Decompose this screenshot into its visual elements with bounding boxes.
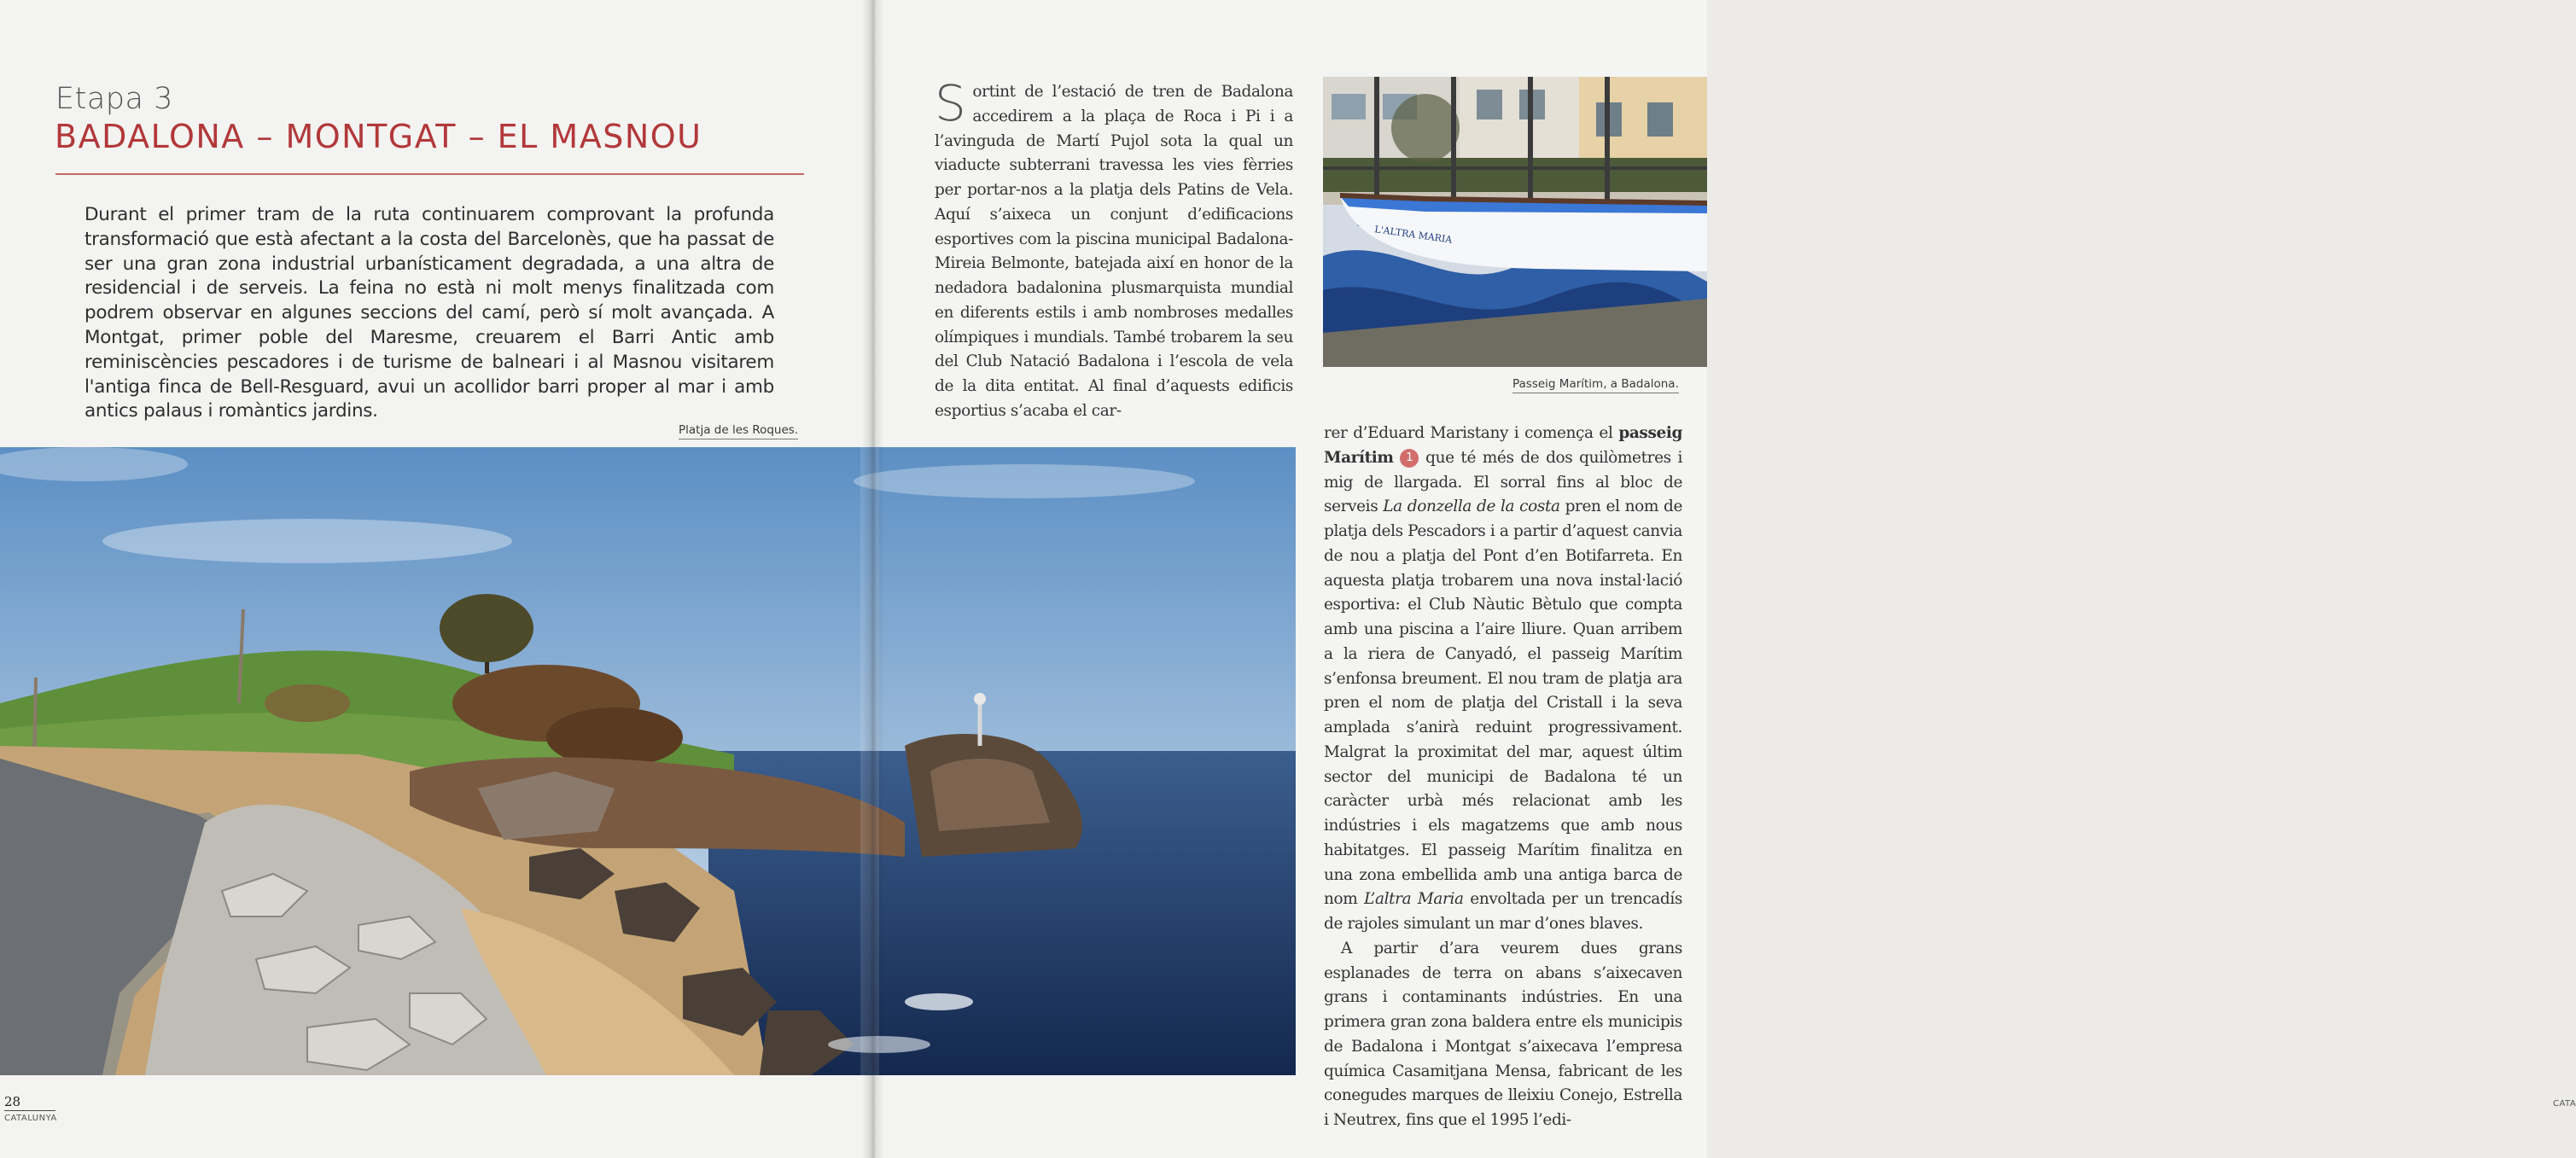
column1-text: ortint de l’estació de tren de Badalona accedirem a la plaça de Roca i Pi i a l’avinguda de Martí Pujol sota la qual un viaducte subterrani travessa les vies fèrries per portar-nos a la platja dels Patins de Vela. Aquí s’aixeca un conjunt d’edificacions esportives com la piscina municipal Badalona-Mireia Belmonte, batejada així en honor de la nedadora badalonina plusmarquista mundial en diferents estils i amb nombroses medalles olímpiques i mundials. També trobarem la seu del Club Natació Badalona i l’escola de vela de la dita entitat. Al final d’aquests edificis esportius s’acaba el car- — [935, 83, 1293, 420]
magazine-name: CATALUNYA — [4, 1114, 57, 1123]
photo-caption-boat: Passeig Marítim, a Badalona. — [1512, 377, 1679, 393]
title-rule — [55, 173, 804, 175]
text-run: pren el nom de platja dels Pescadors i a partir d’aquest canvia de nou a platja del Pont d’en Botifarreta. En aquesta platja trobarem una nova instal·lació esportiva: el Club Nàutic Bètulo que compta amb una piscina a l’aire lliure. Quan arribem a la riera de Canyadó, el passeig Marítim s’enfonsa breument. El nou tram de platja ara pren el nom de platja del Cristall i la seva amplada s’anirà reduint progressivament. Malgrat la proximitat del mar, aquest últim sector del municipi de Badalona té un caràcter urbà més relacionat amb les indústries i els magatzems que amb nous habitatges. El passeig Marítim finalitza en una zona embellida amb una antiga barca de nom — [1324, 498, 1682, 909]
map-marker-number: 1 — [1400, 449, 1419, 468]
page-number: 28 — [4, 1094, 21, 1109]
magazine-name-right: CATA — [2553, 1099, 2576, 1109]
body-column-2 — [1324, 422, 1682, 1133]
text-run: envoltada per un trencadís de rajoles simulant un mar d’ones blaves. — [1324, 890, 1682, 933]
body-column-1 — [935, 74, 1293, 424]
italic-term: La donzella de la costa — [1383, 498, 1560, 516]
intro-paragraph: Durant el primer tram de la ruta continuarem comprovant la profunda transformació que està afectant a la costa del Barcelonès, que ha passat de ser una gran zona industrial urbanísticament degradada, a una altra de residencial i de serveis. La feina no està ni molt menys finalitzada com podrem observar en algunes seccions del camí, però sí molt avançada. A Montgat, primer poble del Maresme, creuarem el Barri Antic amb reminiscències pescadores i de turisme de balneari i al Masnou visitarem l'antiga finca de Bell-Resguard, avui un acollidor barri proper al mar i amb antics palaus i romàntics jardins. — [85, 204, 774, 422]
stage-label: Etapa 3 — [55, 82, 173, 116]
drop-cap: S — [935, 74, 966, 132]
boat-name: L'ALTRA MARIA — [1373, 224, 1454, 246]
text-run: rer d’Eduard Maristany i comença el — [1324, 424, 1619, 442]
folio-rule — [4, 1110, 55, 1111]
text-run: que té més de dos quilòmetres i mig de llargada. El sorral fins al bloc de serveis — [1324, 448, 1682, 516]
boat-photo — [1323, 77, 1707, 367]
beach-photo — [0, 447, 1296, 1075]
column2-paragraph-2: A partir d’ara veurem dues grans esplanades de terra on abans s’aixecaven grans i contaminants indústries. En una primera gran zona baldera entre els municipis de Badalona i Montgat s’aixecava l’empresa química Casamitjana Mensa, fabricant de les conegudes marques de lleixiu Conejo, Estrella i Neutrex, fins que el 1995 l’edi- — [1324, 939, 1682, 1129]
photo-caption-beach: Platja de les Roques. — [679, 423, 798, 439]
stage-title: BADALONA – MONTGAT – EL MASNOU — [55, 118, 702, 155]
column2-paragraph-1 — [1324, 422, 1682, 937]
italic-term: L’altra Maria — [1364, 890, 1464, 909]
spine-gutter — [862, 0, 884, 1158]
bold-term: passeig Marítim — [1324, 424, 1682, 467]
